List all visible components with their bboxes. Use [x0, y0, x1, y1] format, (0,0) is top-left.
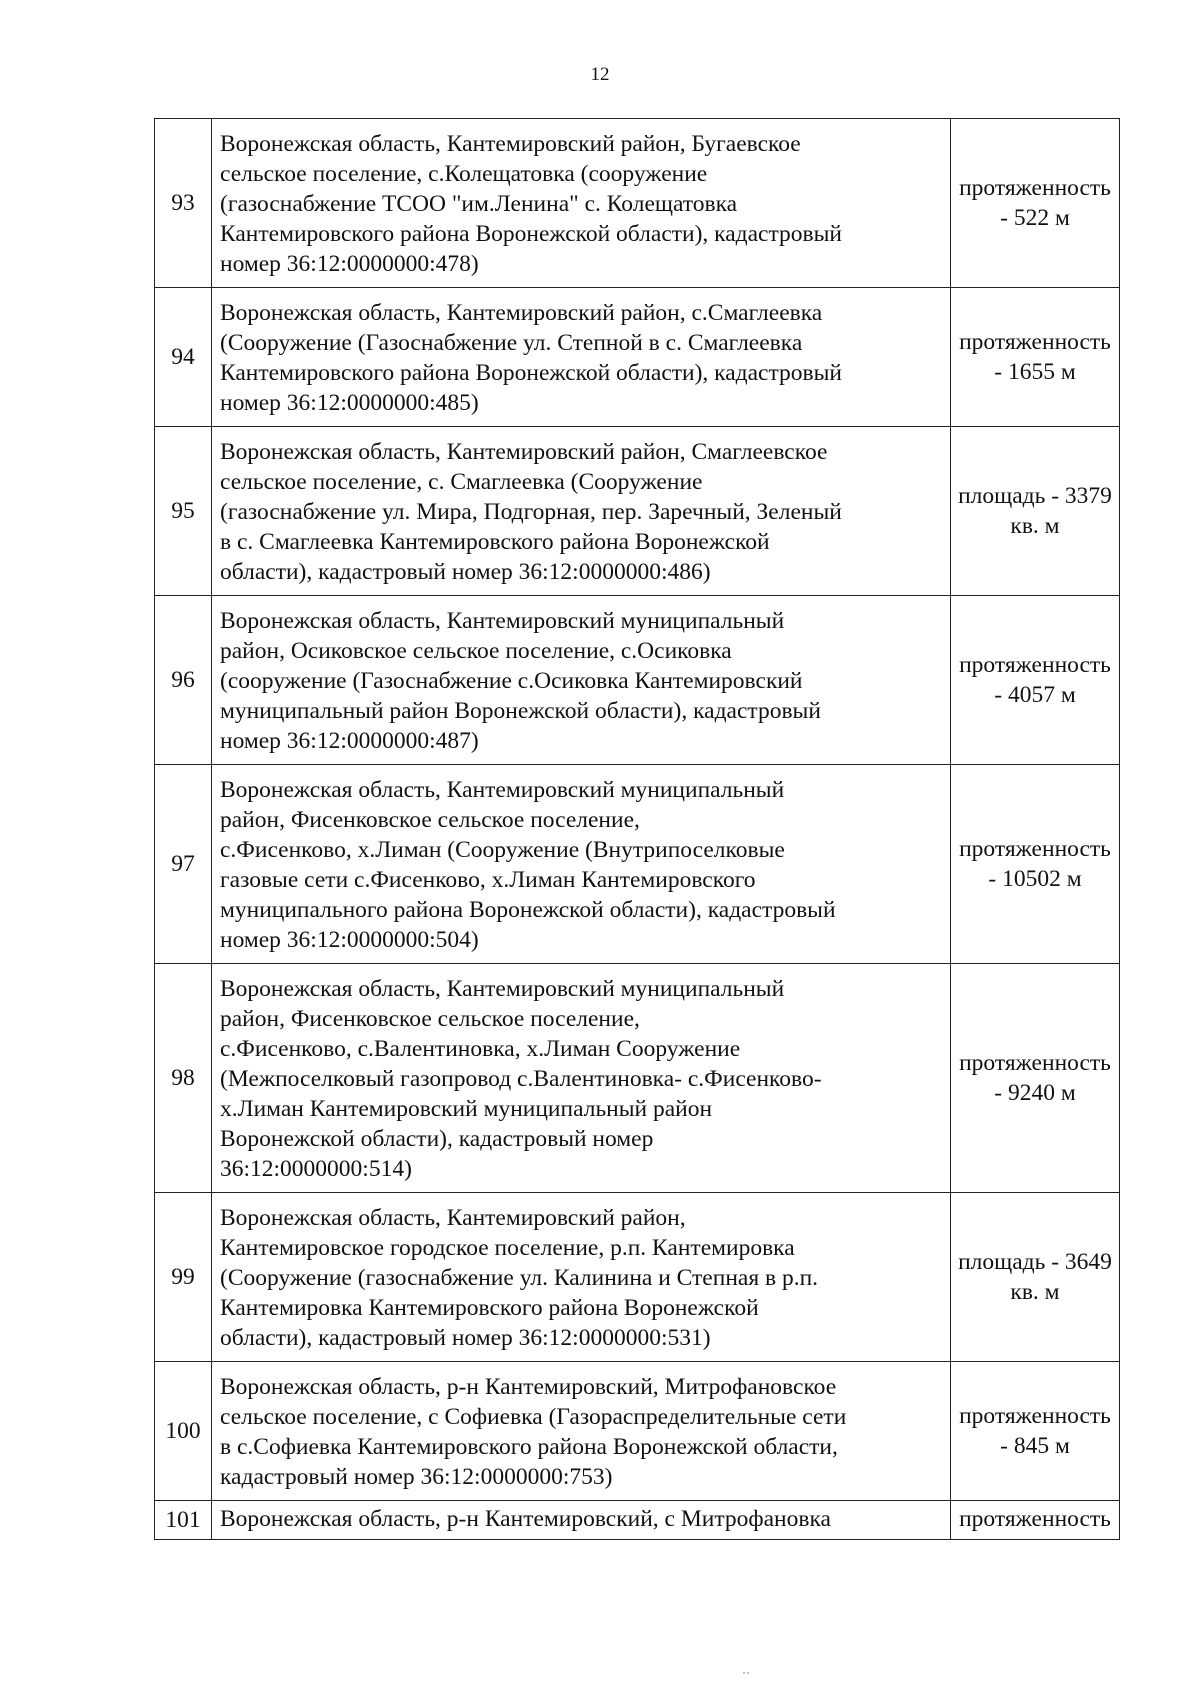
- table-row: [155, 288, 1120, 427]
- description-line: газовые сети с.Фисенково, х.Лиман Кантемировского: [220, 867, 756, 893]
- row-description: [212, 765, 951, 964]
- scan-speck: ˙˙: [742, 1669, 750, 1683]
- value-line: площадь - 3379: [958, 483, 1112, 509]
- value-line: площадь - 3649: [958, 1249, 1112, 1275]
- table-row: [155, 427, 1120, 596]
- table-row: [155, 596, 1120, 765]
- value-line: - 10502 м: [988, 866, 1082, 892]
- row-value: [951, 1501, 1120, 1540]
- description-line: муниципальный район Воронежской области), кадастровый: [220, 698, 821, 724]
- table-row: [155, 1193, 1120, 1362]
- description-line: район, Фисенковское сельское поселение,: [220, 1006, 640, 1032]
- value-line: протяженность: [959, 1403, 1111, 1429]
- row-description: [212, 427, 951, 596]
- description-line: Кантемировское городское поселение, р.п. Кантемировка: [220, 1235, 795, 1261]
- description-line: Воронежская область, Кантемировский район, Бугаевское: [220, 131, 801, 157]
- row-value: [951, 427, 1120, 596]
- row-number: 101: [155, 1501, 212, 1540]
- description-line: сельское поселение, с Софиевка (Газораспределительные сети: [220, 1404, 847, 1430]
- description-line: Воронежская область, р-н Кантемировский, Митрофановское: [220, 1374, 837, 1400]
- row-value: [951, 1362, 1120, 1501]
- table-row: [155, 1501, 1120, 1540]
- row-description: [212, 119, 951, 288]
- row-number: 95: [155, 427, 212, 596]
- description-line: сельское поселение, с.Колещатовка (сооружение: [220, 161, 708, 187]
- description-line: (сооружение (Газоснабжение с.Осиковка Кантемировский: [220, 668, 803, 694]
- description-line: район, Фисенковское сельское поселение,: [220, 807, 640, 833]
- description-line: с.Фисенково, х.Лиман (Сооружение (Внутрипоселковые: [220, 837, 785, 863]
- description-line: Кантемировского района Воронежской области), кадастровый: [220, 360, 843, 386]
- row-description: [212, 1501, 951, 1540]
- table-row: [155, 119, 1120, 288]
- value-line: - 845 м: [1000, 1433, 1070, 1459]
- description-line: (Межпоселковый газопровод с.Валентиновка- с.Фисенково-: [220, 1066, 822, 1092]
- row-value: [951, 119, 1120, 288]
- row-number: 93: [155, 119, 212, 288]
- value-line: протяженность: [959, 1506, 1111, 1532]
- row-description: [212, 1362, 951, 1501]
- row-description: [212, 288, 951, 427]
- value-line: протяженность: [959, 175, 1111, 201]
- row-number: 98: [155, 964, 212, 1193]
- value-line: - 4057 м: [994, 682, 1076, 708]
- description-line: Кантемировского района Воронежской области), кадастровый: [220, 221, 843, 247]
- description-line: в с.Софиевка Кантемировского района Воронежской области,: [220, 1434, 838, 1460]
- description-line: Воронежская область, Кантемировский муниципальный: [220, 608, 785, 634]
- description-line: Воронежская область, Кантемировский район, с.Смаглеевка: [220, 300, 823, 326]
- description-line: в с. Смаглеевка Кантемировского района Воронежской: [220, 529, 770, 555]
- value-line: - 522 м: [1000, 205, 1070, 231]
- table-row: [155, 765, 1120, 964]
- description-line: (газоснабжение ТСОО "им.Ленина" с. Колещатовка: [220, 191, 738, 217]
- value-line: - 1655 м: [994, 359, 1076, 385]
- value-line: протяженность: [959, 836, 1111, 862]
- description-line: район, Осиковское сельское поселение, с.Осиковка: [220, 638, 732, 664]
- description-line: Воронежская область, Кантемировский район, Смаглеевское: [220, 439, 828, 465]
- description-line: с.Фисенково, с.Валентиновка, х.Лиман Сооружение: [220, 1036, 741, 1062]
- description-line: Воронежская область, Кантемировский муниципальный: [220, 777, 785, 803]
- table-row: [155, 1362, 1120, 1501]
- description-line: Кантемировка Кантемировского района Воронежской: [220, 1295, 759, 1321]
- value-line: кв. м: [1010, 513, 1060, 539]
- description-line: номер 36:12:0000000:485): [220, 390, 479, 416]
- description-line: (Сооружение (газоснабжение ул. Калинина и Степная в р.п.: [220, 1265, 819, 1291]
- row-value: [951, 596, 1120, 765]
- description-line: Воронежская область, р-н Кантемировский, с Митрофановка: [220, 1506, 831, 1532]
- description-line: области), кадастровый номер 36:12:0000000:486): [220, 559, 711, 585]
- value-line: протяженность: [959, 652, 1111, 678]
- description-line: (газоснабжение ул. Мира, Подгорная, пер. Заречный, Зеленый: [220, 499, 842, 525]
- description-line: Воронежская область, Кантемировский район,: [220, 1205, 686, 1231]
- description-line: Воронежская область, Кантемировский муниципальный: [220, 976, 785, 1002]
- value-line: - 9240 м: [994, 1080, 1076, 1106]
- row-number: 94: [155, 288, 212, 427]
- description-line: номер 36:12:0000000:487): [220, 728, 479, 754]
- row-value: [951, 765, 1120, 964]
- description-line: (Сооружение (Газоснабжение ул. Степной в с. Смаглеевка: [220, 330, 803, 356]
- property-table-body: [155, 119, 1120, 1540]
- property-table: [154, 118, 1120, 1540]
- row-value: [951, 1193, 1120, 1362]
- page-number: 12: [590, 64, 610, 85]
- row-number: 97: [155, 765, 212, 964]
- value-line: протяженность: [959, 329, 1111, 355]
- row-number: 96: [155, 596, 212, 765]
- row-number: 99: [155, 1193, 212, 1362]
- value-line: кв. м: [1010, 1279, 1060, 1305]
- description-line: Воронежской области), кадастровый номер: [220, 1126, 654, 1152]
- value-line: протяженность: [959, 1050, 1111, 1076]
- description-line: х.Лиман Кантемировский муниципальный район: [220, 1096, 713, 1122]
- description-line: номер 36:12:0000000:478): [220, 251, 479, 277]
- description-line: 36:12:0000000:514): [220, 1156, 412, 1182]
- description-line: номер 36:12:0000000:504): [220, 927, 479, 953]
- row-value: [951, 964, 1120, 1193]
- row-description: [212, 1193, 951, 1362]
- description-line: муниципального района Воронежской области), кадастровый: [220, 897, 836, 923]
- description-line: кадастровый номер 36:12:0000000:753): [220, 1464, 613, 1490]
- row-value: [951, 288, 1120, 427]
- row-description: [212, 964, 951, 1193]
- table-row: [155, 964, 1120, 1193]
- row-number: 100: [155, 1362, 212, 1501]
- description-line: области), кадастровый номер 36:12:0000000:531): [220, 1325, 711, 1351]
- description-line: сельское поселение, с. Смаглеевка (Сооружение: [220, 469, 703, 495]
- row-description: [212, 596, 951, 765]
